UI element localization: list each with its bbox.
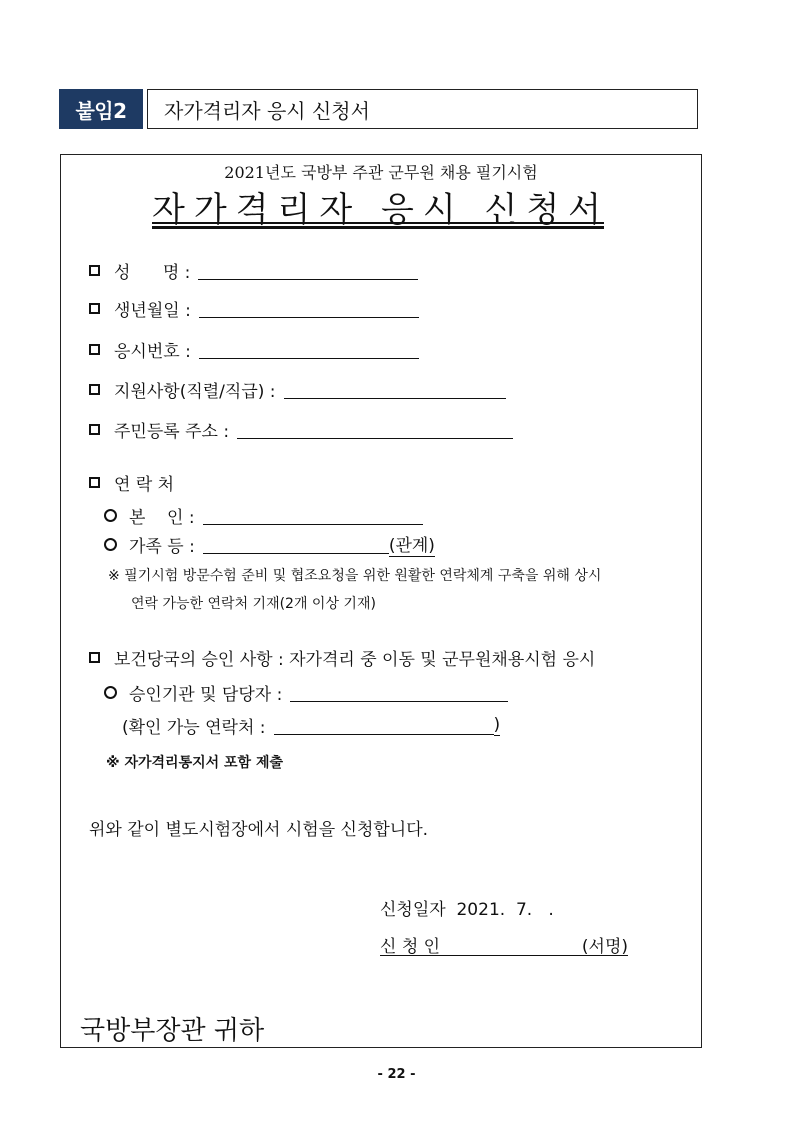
contact-note-line2: 연락 가능한 연락처 기재(2개 이상 기재) [131,596,376,612]
birth-field[interactable] [199,299,419,318]
address-row [89,417,513,442]
checkbox-icon [89,384,100,395]
family-contact-row [104,531,435,557]
contact-heading-row [89,470,174,495]
approval-agency-field[interactable] [290,683,508,702]
signature-label: (서명) [581,937,628,957]
form-title: 자가격리자 응시 신청서 [151,190,611,230]
contact-note-line1: ※ 필기시험 방문수험 준비 및 협조요청을 위한 원활한 연락체계 구축을 위해 상시 [108,568,602,584]
applicant-label: 신 청 인 [380,937,441,957]
name-row [89,258,418,283]
approval-contact-field[interactable] [274,716,494,735]
name-label: 성 명 : [114,263,191,283]
checkbox-icon [89,424,100,435]
birth-label: 생년월일 : [114,301,191,321]
application-date-row [380,895,554,920]
circle-icon [104,538,117,551]
birth-row [89,296,419,321]
self-contact-field[interactable] [203,506,423,525]
self-contact-row [104,503,423,528]
applicant-row [380,934,628,956]
title-underline-thick [152,226,604,229]
statement [89,815,428,840]
approval-contact-row [122,713,500,738]
approval-contact-close: ) [493,715,501,735]
checkbox-icon [89,652,100,663]
applied-field[interactable] [284,380,506,399]
name-field[interactable] [198,261,418,280]
statement-text: 위와 같이 별도시험장에서 시험을 신청합니다. [89,820,429,840]
attachment-badge: 붙임2 [59,89,143,129]
title-underline [152,222,604,224]
approval-agency-label: 승인기관 및 담당자 : [129,685,283,705]
address-label: 주민등록 주소 : [114,422,230,442]
family-contact-field[interactable] [203,535,389,554]
approval-contact-label: (확인 가능 연락처 : [122,718,266,738]
approval-agency-row [104,680,508,705]
exam-number-field[interactable] [199,340,419,359]
attachment-title: 자가격리자 응시 신청서 [147,89,698,129]
form-subtitle: 2021년도 국방부 주관 군무원 채용 필기시험 [224,163,538,182]
self-contact-label: 본 인 : [129,508,195,528]
addressee: 국방부장관 귀하 [80,1016,265,1046]
exam-number-row [89,337,419,362]
applied-label: 지원사항(직렬/직급) : [114,382,276,402]
checkbox-icon [89,303,100,314]
submission-note: ※ 자가격리통지서 포함 제출 [106,755,283,771]
contact-heading: 연 락 처 [114,475,175,495]
checkbox-icon [89,265,100,276]
address-field[interactable] [237,420,513,439]
circle-icon [104,686,117,699]
checkbox-icon [89,477,100,488]
relation-label: (관계) [389,531,435,557]
approval-heading: 보건당국의 승인 사항 : 자가격리 중 이동 및 군무원채용시험 응시 [114,650,596,670]
application-date: 신청일자 2021. 7. . [380,900,554,920]
exam-number-label: 응시번호 : [114,342,191,362]
checkbox-icon [89,344,100,355]
circle-icon [104,509,117,522]
family-contact-label: 가족 등 : [129,536,195,557]
page-number: - 22 - [377,1067,416,1082]
applied-row [89,377,506,402]
approval-heading-row [89,645,595,670]
